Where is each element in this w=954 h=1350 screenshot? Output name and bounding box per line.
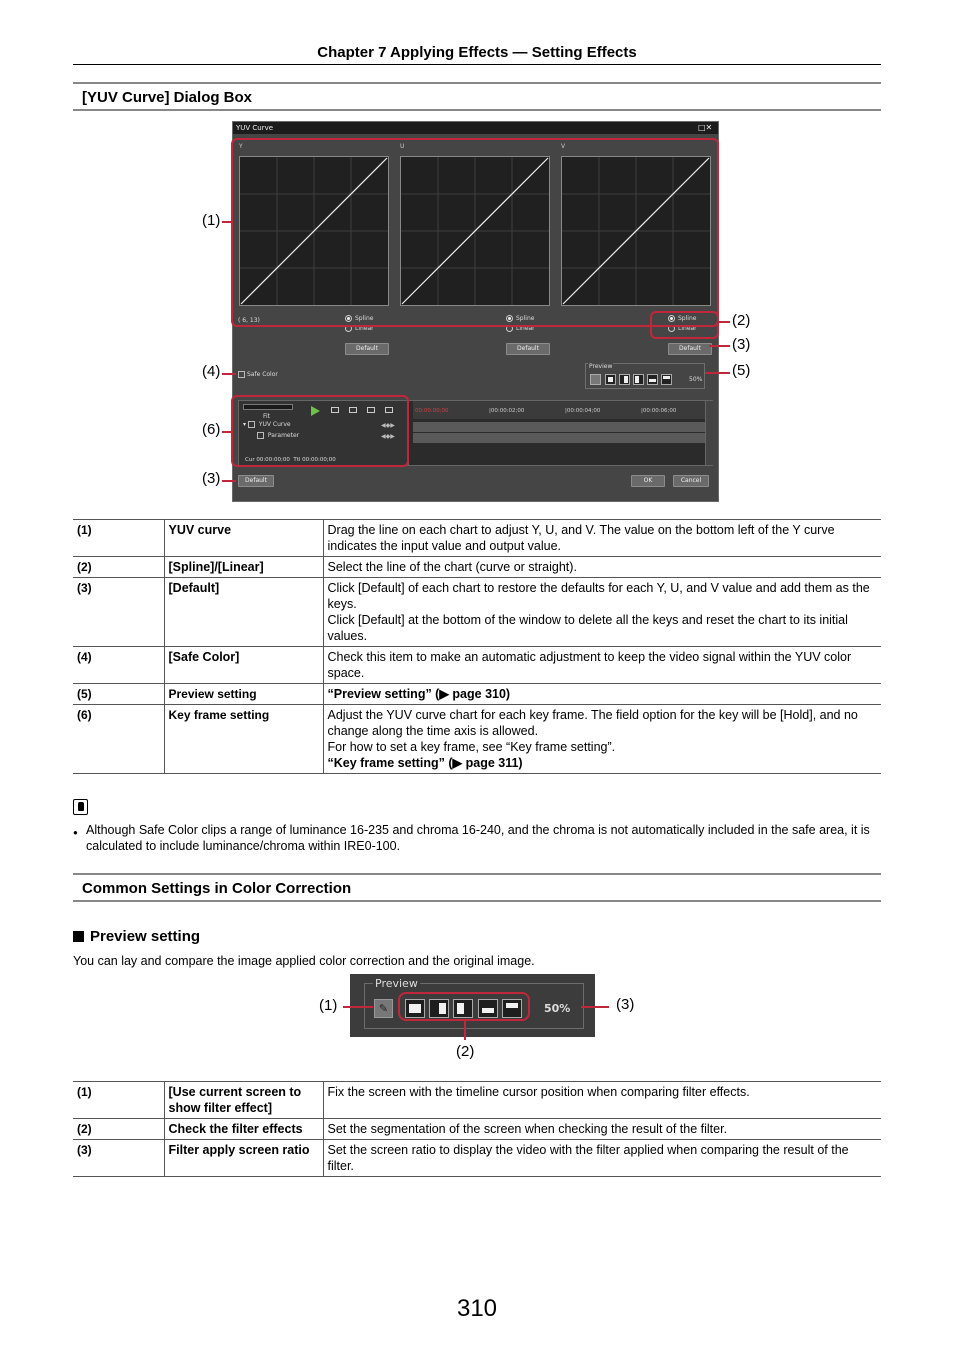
callout-leader xyxy=(464,1020,466,1040)
row-description-line: Click [Default] of each chart to restore the defaults for each Y, U, and V value and add them as the keys. xyxy=(327,581,870,611)
callout-leader xyxy=(718,321,730,323)
radio-label: Spline xyxy=(516,315,535,322)
preview-full-button[interactable] xyxy=(605,374,616,385)
radio-label: Spline xyxy=(355,315,374,322)
callout-leader xyxy=(709,345,730,347)
track-label: YUV Curve xyxy=(258,421,291,428)
ok-button[interactable]: OK xyxy=(631,475,665,487)
preview-ratio[interactable]: 50% xyxy=(689,376,703,383)
timecode-1: |00:00:02;00 xyxy=(489,408,525,414)
default-button-y[interactable]: Default xyxy=(345,343,389,355)
bullet-icon: ● xyxy=(73,828,78,837)
callout-preview-2: (2) xyxy=(456,1043,475,1060)
row-name: Check the filter effects xyxy=(164,1119,323,1140)
preview-ratio-value[interactable]: 50% xyxy=(544,1002,571,1015)
section-heading-common-settings: Common Settings in Color Correction xyxy=(73,873,881,902)
radio-label: Spline xyxy=(678,315,697,322)
section-heading-yuv-curve: [YUV Curve] Dialog Box xyxy=(73,82,881,111)
use-current-screen-icon[interactable]: ✎ xyxy=(374,999,393,1018)
row-description: Select the line of the chart (curve or straight). xyxy=(323,557,881,578)
row-name: [Spline]/[Linear] xyxy=(164,557,323,578)
row-name: YUV curve xyxy=(164,520,323,557)
page-number: 310 xyxy=(456,1295,498,1322)
callout-2: (2) xyxy=(732,312,751,329)
timecode-0: 00:00:00;00 xyxy=(415,408,449,414)
row-name: [Default] xyxy=(164,578,323,647)
row-description-line: For how to set a key frame, see “Key frame setting”. xyxy=(327,740,616,754)
row-number: (3) xyxy=(73,1140,164,1177)
callout-3-bottom: (3) xyxy=(202,470,221,487)
preview-group-title: Preview xyxy=(589,363,613,370)
key-nav-arrows-icon[interactable]: ◀◆▶ xyxy=(381,422,395,429)
channel-label-v: V xyxy=(561,143,566,150)
preview-split-bottom-button[interactable] xyxy=(661,374,672,385)
row-description xyxy=(323,578,881,647)
row-description xyxy=(323,684,881,705)
row-number: (1) xyxy=(73,1082,164,1119)
dialog-titlebar xyxy=(233,122,718,134)
preview-strip-title: Preview xyxy=(375,977,418,990)
key-nav-arrows-icon[interactable]: ◀◆▶ xyxy=(381,433,395,440)
note-icon xyxy=(73,799,88,815)
preview-group xyxy=(585,363,705,389)
radio-label: Linear xyxy=(516,325,535,332)
highlight-preview-buttons xyxy=(398,992,530,1021)
default-button-all[interactable]: Default xyxy=(238,475,274,487)
default-button-v[interactable]: Default xyxy=(668,343,712,355)
window-controls[interactable]: □✕ xyxy=(698,123,713,132)
table-row xyxy=(73,1140,881,1177)
dialog-title: YUV Curve xyxy=(236,124,274,132)
radio-label: Linear xyxy=(355,325,374,332)
callout-leader xyxy=(581,1006,609,1008)
callout-preview-1: (1) xyxy=(319,997,338,1014)
row-name: [Use current screen to show filter effect] xyxy=(164,1082,323,1119)
callout-leader xyxy=(343,1006,373,1008)
callout-leader xyxy=(222,480,236,482)
ttl-label: Ttl 00:00:00;00 xyxy=(293,457,336,463)
row-name: Preview setting xyxy=(164,684,323,705)
table-row xyxy=(73,647,881,684)
cancel-button[interactable]: Cancel xyxy=(673,475,709,487)
preview-split-right-button[interactable] xyxy=(633,374,644,385)
callout-preview-3: (3) xyxy=(616,996,635,1013)
timeline-track-parameter[interactable] xyxy=(413,433,705,443)
square-bullet-icon xyxy=(73,931,84,942)
callout-leader xyxy=(222,373,236,375)
row-description: Set the segmentation of the screen when checking the result of the filter. xyxy=(323,1119,881,1140)
callout-5: (5) xyxy=(732,362,751,379)
timeline-track-yuv[interactable] xyxy=(413,422,705,432)
callout-6: (6) xyxy=(202,421,221,438)
input-output-readout: ( 6, 13) xyxy=(238,317,260,324)
safe-color-label: Safe Color xyxy=(247,371,278,378)
callout-3: (3) xyxy=(732,336,751,353)
row-number: (6) xyxy=(73,705,164,774)
checkbox-icon xyxy=(238,371,245,378)
table-row xyxy=(73,705,881,774)
row-number: (3) xyxy=(73,578,164,647)
row-description: Check this item to make an automatic adjustment to keep the video signal within the YUV color space. xyxy=(323,647,881,684)
track-row-yuv-curve[interactable]: ▾ YUV Curve xyxy=(243,421,291,428)
preview-split-top-button[interactable] xyxy=(647,374,658,385)
callout-4: (4) xyxy=(202,363,221,380)
default-button-u[interactable]: Default xyxy=(506,343,550,355)
row-description: Fix the screen with the timeline cursor position when comparing filter effects. xyxy=(323,1082,881,1119)
preview-intro: You can lay and compare the image applied color correction and the original image. xyxy=(73,954,535,968)
table-row xyxy=(73,578,881,647)
note-text xyxy=(73,822,883,854)
table-row xyxy=(73,1119,881,1140)
row-description: Set the screen ratio to display the video with the filter applied when comparing the result of the filter. xyxy=(323,1140,881,1177)
table-row xyxy=(73,1082,881,1119)
row-number: (1) xyxy=(73,520,164,557)
preview-split-left-button[interactable] xyxy=(619,374,630,385)
preview-description-table xyxy=(73,1081,881,1177)
page-reference-link[interactable]: “Key frame setting” (▶ page 311) xyxy=(327,756,523,770)
row-name: Key frame setting xyxy=(164,705,323,774)
use-current-screen-button[interactable] xyxy=(590,374,601,385)
callout-leader xyxy=(705,372,730,374)
highlight-keyframe xyxy=(231,395,409,467)
channel-label-y: Y xyxy=(239,143,243,150)
row-number: (2) xyxy=(73,1119,164,1140)
channel-label-u: U xyxy=(400,143,405,150)
dialog-description-table xyxy=(73,519,881,774)
callout-1: (1) xyxy=(202,212,221,229)
table-row xyxy=(73,684,881,705)
highlight-spline-linear xyxy=(650,311,719,339)
vertical-scrollbar[interactable] xyxy=(705,401,713,465)
row-name: [Safe Color] xyxy=(164,647,323,684)
callout-leader xyxy=(222,431,232,433)
highlight-charts xyxy=(231,138,719,327)
row-number: (2) xyxy=(73,557,164,578)
page-reference-link[interactable]: “Preview setting” (▶ page 310) xyxy=(327,687,511,701)
row-description-line: Adjust the YUV curve chart for each key frame. The field option for the key will be [Hold], and no change along the time axis is allowed. xyxy=(327,708,858,738)
callout-leader xyxy=(222,221,232,223)
timecode-2: |00:00:04;00 xyxy=(565,408,601,414)
table-row xyxy=(73,520,881,557)
track-label: Parameter xyxy=(267,432,300,439)
time-ruler[interactable] xyxy=(413,401,705,419)
row-description: Drag the line on each chart to adjust Y, U, and V. The value on the bottom left of the Y curve indicates the input value and output value. xyxy=(323,520,881,557)
row-number: (4) xyxy=(73,647,164,684)
subheading-preview-setting xyxy=(73,928,200,945)
timecode-3: |00:00:06;00 xyxy=(641,408,677,414)
subheading-text: Preview setting xyxy=(90,928,201,945)
chapter-header: Chapter 7 Applying Effects — Setting Effects xyxy=(73,44,881,65)
fit-dropdown[interactable]: Fit xyxy=(263,413,271,420)
row-description xyxy=(323,705,881,774)
row-number: (5) xyxy=(73,684,164,705)
table-row xyxy=(73,557,881,578)
cur-label: Cur 00:00:00;00 xyxy=(245,457,290,463)
row-name: Filter apply screen ratio xyxy=(164,1140,323,1177)
radio-label: Linear xyxy=(678,325,697,332)
row-description-line: Click [Default] at the bottom of the window to delete all the keys and reset the chart to its initial values. xyxy=(327,613,848,643)
note-body: Although Safe Color clips a range of luminance 16-235 and chroma 16-240, and the chroma is not automatically included in the safe area, it is calculated to include luminance/chroma within IRE0-100. xyxy=(86,823,870,853)
safe-color-checkbox[interactable] xyxy=(238,371,278,378)
